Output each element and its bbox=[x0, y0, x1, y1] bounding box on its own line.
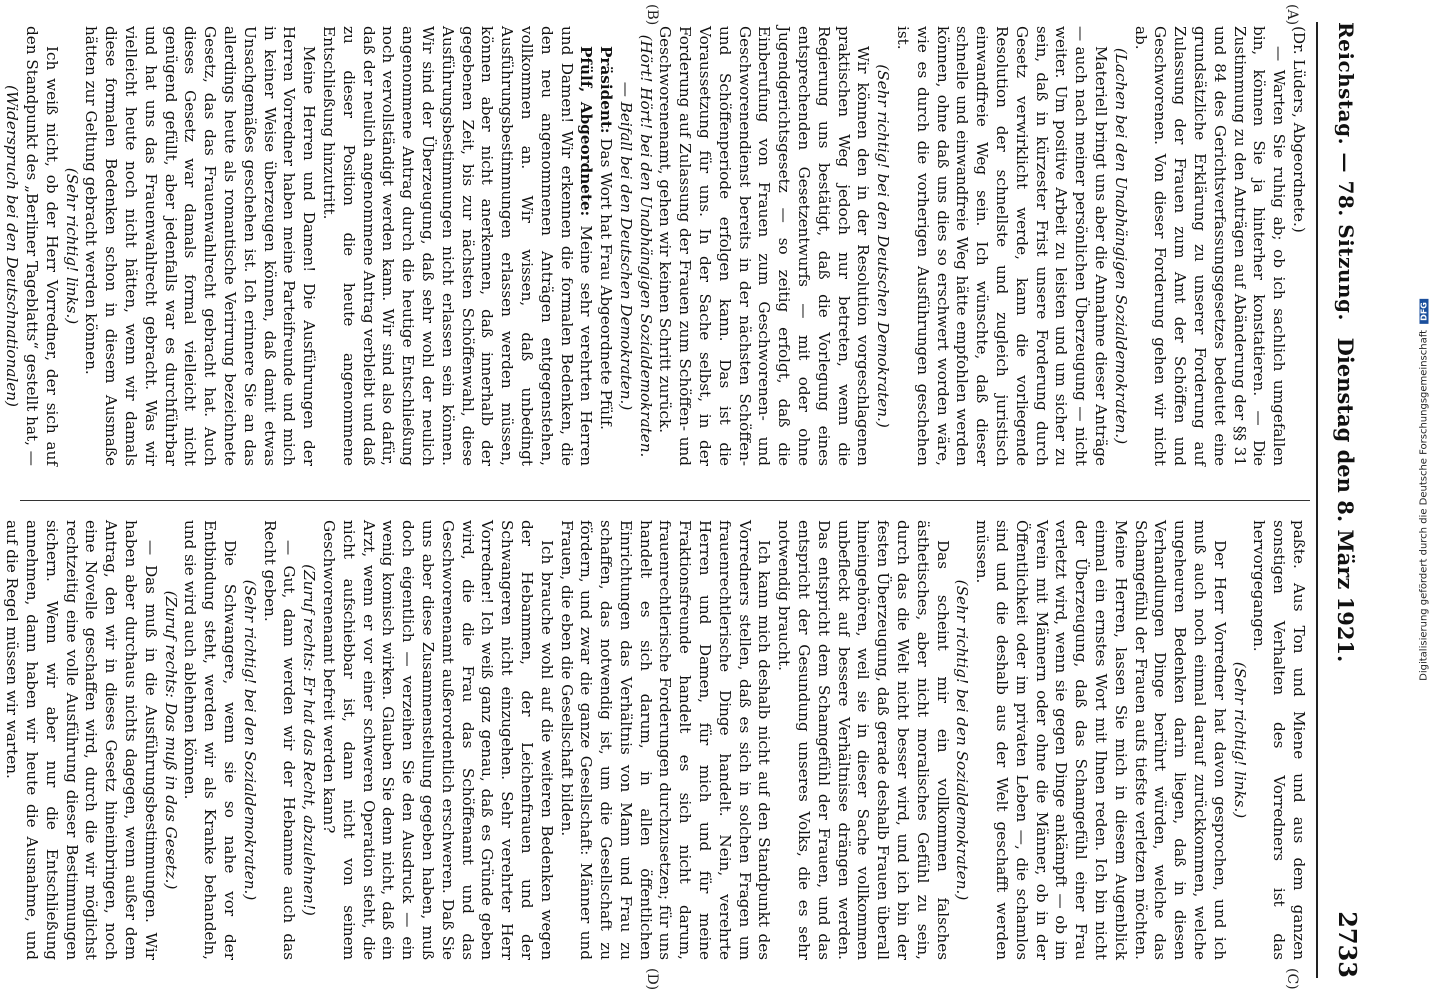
right-column-paragraph: (Sehr richtig! links.) bbox=[1230, 661, 1249, 819]
credit-text: Digitalisierung gefördert durch die Deutsche Forschungsgemeinschaft bbox=[1418, 330, 1430, 681]
right-column-paragraph: (Zuruf rechts: Das muß in das Gesetz.) bbox=[161, 590, 180, 890]
header-left-title: Reichstag. — 78. Sitzung. bbox=[1334, 22, 1358, 321]
speaker-name: Pfülf, Abgeordnete: bbox=[577, 46, 596, 217]
left-column bbox=[3, 26, 1308, 466]
column-divider bbox=[20, 500, 1310, 501]
left-column-paragraph: Ich weiß nicht, ob der Herr Vorredner, der sich auf den Standpunkt des „Berliner Tageblatts“ gestellt hat, — bbox=[23, 26, 61, 466]
dfg-logo: DFG bbox=[1419, 299, 1428, 324]
margin-marker-d: (D) bbox=[644, 968, 660, 991]
right-column-paragraph: (Sehr richtig! bei den Sozialdemokraten.) bbox=[240, 579, 259, 901]
right-column-paragraph: paßte. Aus Ton und Miene und aus dem ganzen sonstigen Verhalten des Vorredners ist das hervorgegangen. bbox=[1250, 520, 1308, 960]
right-column-paragraph: — Das muß in die Ausführungsbestimmungen. Wir haben aber durchaus nichts dagegen, wenn außer dem Antrag, den wir in dieses Gesetz hineinbringen, noch eine Novelle geschaffen wird, durch die wir möglichst rechtzeitig eine volle Ausführung dieser Bestimmungen sichern. Wenn wir aber nur die Entschließung annehmen, dann haben wir heute die Ausnahme, und auf die Regel müssen wir warten. bbox=[3, 520, 160, 960]
right-column-paragraph: — Gut, dann werden wir der Hebamme auch das Recht geben. bbox=[260, 520, 299, 960]
right-column-paragraph: (Sehr richtig! bei den Sozialdemokraten.) bbox=[953, 579, 972, 901]
left-column-paragraph: (Dr. Lüders, Abgeordnete.) bbox=[1290, 26, 1308, 233]
right-column-paragraph: Ich kann mich deshalb nicht auf den Standpunkt des Vorredners stellen, daß es sich in solchen Fragen um frauenrechtlerische Dinge handelt. Nein, verehrte Herren und Damen, für mich und für meine Fraktionsfreunde handelt es sich nicht darum, frauenrechtlerische Forderungen durchzusetzen; für uns handelt es sich darum, in allen öffentlichen Einrichtungen das Verhältnis von Mann und Frau zu schaffen, das notwendig ist, um die Gesellschaft zu fördern, und zwar die ganze Gesellschaft: Männer und Frauen, die eben die Gesellschaft bilden. bbox=[557, 520, 774, 960]
speaker-name: Präsident: bbox=[597, 46, 616, 134]
left-column-paragraph: (Sehr richtig! bei den Deutschen Demokraten.) bbox=[874, 64, 893, 428]
right-column-paragraph: Der Herr Vorredner hat davon gesprochen, und ich muß auch noch einmal darauf zurückkommen, welche ungeheuren Bedenken darin liegen, daß in diesen Verhandlungen Dinge berührt würden, welche das Schamgefühl der Frauen aufs tiefste verletzen möchten. Meine Herren, lassen Sie mich in diesem Augenblick einmal ein ernstes Wort mit Ihnen reden. Ich bin nicht der Überzeugung, daß das Schamgefühl einer Frau verletzt wird, wenn sie gegen Dinge ankämpft — ob im Verein mit Männern oder ohne die Männer, ob in der Öffentlichkeit oder im privaten Leben —, die schamlos sind und die deshalb aus der Welt geschafft werden müssen. bbox=[973, 520, 1229, 960]
left-column-paragraph: Meine Herren und Damen! Die Ausführungen der Herren Vorredner haben meine Parteifreunde und mich in keiner Weise überzeugen können, daß damit etwas Unsachgemäßes geschehen ist. Ich erinnere Sie an das allerdings heute als romantische Verirrung bezeichnete Gesetz, das das Frauenwahlrecht gebracht hat. Auch dieses Gesetz war damals formal vielleicht nicht genügend gefüllt, aber jedenfalls war es durchführbar und hat uns das Frauenwahlrecht gebracht. Was wir vielleicht heute noch nicht hätten, wenn wir damals diese formalen Bedenken schon in diesem Ausmaße hätten zur Geltung gebracht werden können. bbox=[82, 26, 319, 466]
left-column-paragraph: (Widerspruch bei den Deutschnationalen) bbox=[3, 85, 22, 407]
page-number: 2733 bbox=[1333, 911, 1362, 978]
right-column bbox=[3, 520, 1308, 960]
margin-marker-c: (C) bbox=[1284, 968, 1300, 990]
left-column-paragraph: (Sehr richtig! links.) bbox=[62, 167, 81, 325]
header-date: Dienstag den 8. März 1921. bbox=[1333, 337, 1358, 663]
left-column-paragraph: Materiell bringt uns aber die Annahme dieser Anträge — auch nach meiner persönlichen Überzeugung — nicht weiter. Um positive Arbeit zu leisten und um sicher zu sein, daß in kürzester Frist unsere Forderung durch Gesetz verwirklicht werde, kann die vorliegende Resolution der schnellste und zugleich juristisch einwandfreie Weg sein. Ich wünschte, daß dieser schnelle und einwandfreie Weg hätte empfohlen werden können, ohne daß uns dies so erschwert worden wäre, wie es durch die vorherigen Ausführungen geschehen ist. bbox=[894, 26, 1111, 466]
right-column-paragraph: (Zuruf rechts: Er hat das Recht, abzulehnen!) bbox=[300, 564, 319, 916]
margin-marker-b: (B) bbox=[644, 4, 660, 26]
right-column-paragraph: Ich brauche wohl auf die weiteren Bedenken wegen der Hebammen, der Leichenfrauen und der Schwangeren nicht einzugehen. Sehr verehrter Herr Vorredner! Ich weiß ganz genau, daß es Gründe geben wird, die die Frau das Schöffenamt und das Geschworenenamt außerordentlich erschweren. Daß Sie uns aber diese Zusammenstellung gegeben haben, muß doch eigentlich — verzeihen Sie den Ausdruck — ein wenig komisch wirken. Glauben Sie denn nicht, daß ein Arzt, wenn er vor einer schweren Operation steht, die nicht aufschiebbar ist, dann nicht von seinem Geschworenenamt befreit werden kann? bbox=[319, 520, 556, 960]
left-column-paragraph: Präsident: Das Wort hat Frau Abgeordnete Pfülf. bbox=[597, 46, 616, 430]
page-header bbox=[1316, 22, 1368, 978]
left-column-paragraph: Pfülf, Abgeordnete: Meine sehr verehrten Herren und Damen! Wir erkennen die formalen Bedenken, die den neu angenommenen Anträgen entgegenstehen, vollkommen an. Wir wissen, daß unbedingt Ausführungsbestimmungen erlassen werden müssen, können aber nicht anerkennen, daß innerhalb der gegebenen Zeit, bis zur nächsten Schöffenwahl, diese Ausführungsbestimmungen nicht erlassen sein können. Wir sind der Überzeugung, daß sehr wohl der neulich angenommene Antrag durch die heutige Entschließung noch vervollständigt werden kann. Wir sind also dafür, daß der neulich angenommene Antrag verbleibt und daß zu dieser Position die heute angenommene Entschließung hinzutritt. bbox=[319, 26, 596, 466]
margin-marker-a: (A) bbox=[1284, 4, 1300, 26]
digitization-credit bbox=[1419, 299, 1430, 681]
right-column-paragraph: Die Schwangere, wenn sie so nahe vor der Entbindung steht, werden wir als Kranke behandeln, und sie wird auch ablehnen können. bbox=[181, 520, 239, 960]
left-column-paragraph: — Warten Sie ruhig ab; ob ich sachlich umgefallen bin, können Sie ja hinterher konstatieren. — Die Zustimmung zu den Anträgen auf Abänderung der §§ 31 und 84 des Gerichtsverfassungsgesetzes bedeutet eine grundsätzliche Erklärung zu unserer Forderung auf Zulassung der Frauen zum Amt der Schöffen und Geschworenen. Von dieser Forderung gehen wir nicht ab. bbox=[1131, 26, 1289, 466]
right-column-paragraph: Das scheint mir ein vollkommen falsches ästhetisches, aber nicht moralisches Gefühl zu sein, durch das die Welt nicht besser wird, und ich bin der festen Überzeugung, daß gerade deshalb Frauen überall hineingehören, weil sie in dieser Sache vollkommen unbefleckt auf bessere Verhältnisse drängen werden. Das entspricht dem Schamgefühl der Frauen, und das entspricht der Gesundung unseres Volks, die es sehr notwendig braucht. bbox=[775, 520, 952, 960]
left-column-paragraph: (Hört! Hört! bei den Unabhängigen Sozialdemokraten. — Beifall bei den Deutschen Demokraten.) bbox=[616, 34, 655, 458]
left-column-paragraph: (Lachen bei den Unabhängigen Sozialdemokraten.) bbox=[1111, 47, 1130, 445]
left-column-paragraph: Wir können den in der Resolution vorgeschlagenen praktischen Weg jedoch nur betreten, wenn die Regierung uns bestätigt, daß die Vorlegung eines entsprechenden Gesetzentwurfs — mit oder ohne Jugendgerichtsgesetz — so zeitig erfolgt, daß die Einberufung von Frauen zum Geschworenen- und Geschworenendienst bereits in der nächsten Schöffen- und Schöffenperiode erfolgen kann. Das ist die Voraussetzung für uns. In der Sache selbst, in der Forderung auf Zulassung der Frauen zum Schöffen- und Geschworenenamt, gehen wir keinen Schritt zurück. bbox=[656, 26, 873, 466]
